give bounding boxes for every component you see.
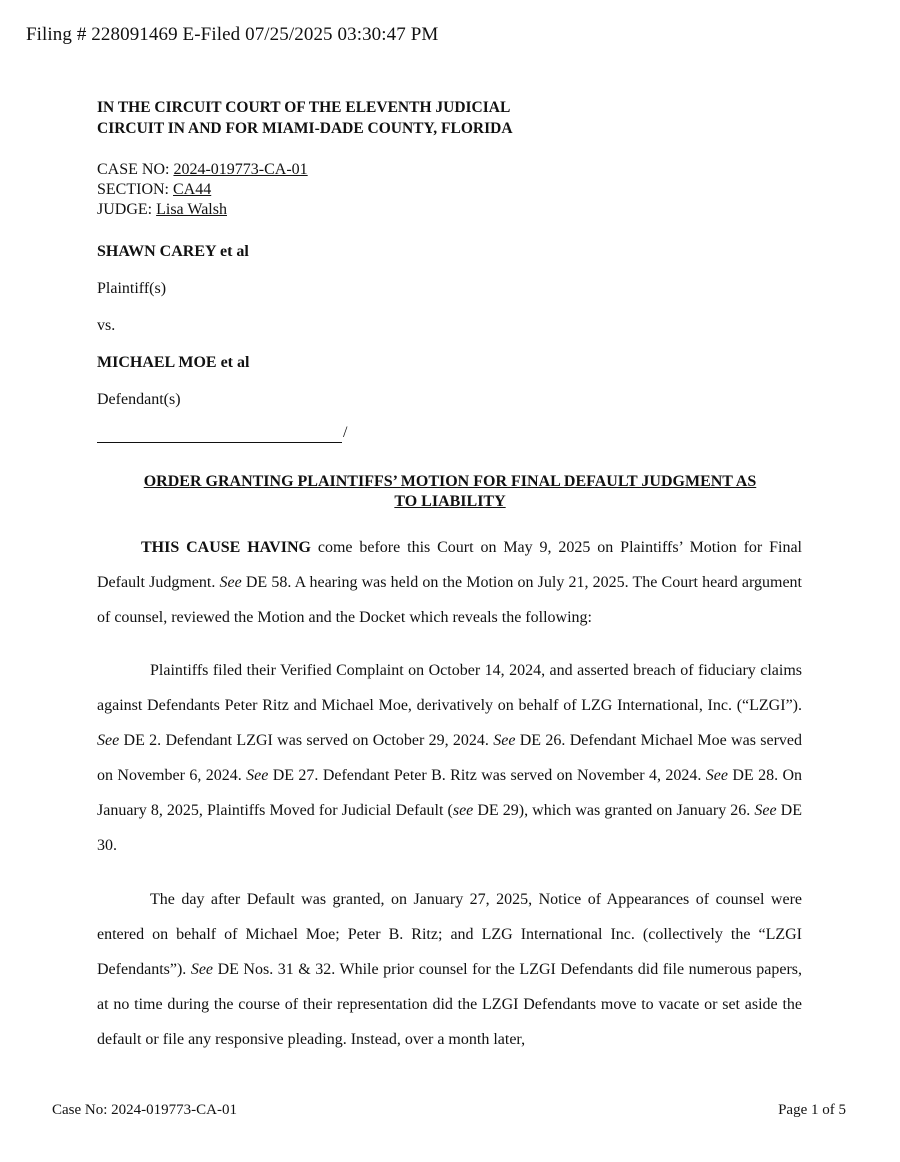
citation-signal: See <box>246 767 269 784</box>
caption-separator-line <box>97 424 342 443</box>
judge-name: Lisa Walsh <box>156 201 227 218</box>
footer-case-number: Case No: 2024-019773-CA-01 <box>52 1102 237 1118</box>
defendant-role: Defendant(s) <box>97 391 181 408</box>
case-number: 2024-019773-CA-01 <box>173 161 308 178</box>
paragraph-2-text: DE 30. <box>97 802 803 854</box>
court-heading-line-1: IN THE CIRCUIT COURT OF THE ELEVENTH JUDICIAL <box>97 99 511 116</box>
versus-label: vs. <box>97 317 116 334</box>
citation-signal: See <box>754 802 777 819</box>
order-title-line-2: TO LIABILITY <box>394 493 506 510</box>
paragraph-3 <box>97 882 802 1057</box>
order-title-line-1: ORDER GRANTING PLAINTIFFS’ MOTION FOR FINAL DEFAULT JUDGMENT AS <box>143 473 757 490</box>
citation-signal: See <box>493 732 516 749</box>
citation-signal: See <box>705 767 728 784</box>
section-label: SECTION: <box>97 181 173 198</box>
defendant-name: MICHAEL MOE et al <box>97 354 250 371</box>
case-number-label: CASE NO: <box>97 161 174 178</box>
filing-stamp: Filing # 228091469 E-Filed 07/25/2025 03:30:47 PM <box>26 24 439 45</box>
paragraph-2-text: DE 2. Defendant LZGI was served on October 29, 2024. <box>119 732 494 749</box>
court-heading <box>97 97 513 139</box>
case-number-line <box>97 160 308 180</box>
judge-line <box>97 200 308 220</box>
section-value: CA44 <box>173 181 212 198</box>
citation-signal: See <box>97 732 120 749</box>
paragraph-1-text: DE 58. A hearing was held on the Motion on July 21, 2025. The Court heard argument of counsel, reviewed the Motion and the Docket which reveals the following: <box>97 574 802 626</box>
paragraph-3-text: The day after Default was granted, on January 27, 2025, Notice of Appearances of counsel were entered on behalf of Michael Moe; Peter B. Ritz; and LZG International Inc. (collectively the “LZGI Defendants”). <box>97 891 802 978</box>
paragraph-1-lead: THIS CAUSE HAVING <box>141 539 311 556</box>
paragraph-2-text: Plaintiffs filed their Verified Complaint on October 14, 2024, and asserted breach of fiduciary claims against Defendants Peter Ritz and Michael Moe, derivatively on behalf of LZG International, Inc. (“LZGI”). <box>97 662 802 714</box>
section-line <box>97 180 308 200</box>
order-title <box>97 472 803 512</box>
paragraph-1 <box>97 530 802 635</box>
citation-signal: See <box>190 961 214 978</box>
paragraph-2-text: DE 27. Defendant Peter B. Ritz was served on November 4, 2024. <box>268 767 706 784</box>
plaintiff-name: SHAWN CAREY et al <box>97 243 249 260</box>
paragraph-1-text: come before this Court on May 9, 2025 on Plaintiffs’ Motion for Final Default Judgment. <box>97 539 803 591</box>
paragraph-2-text: DE 26. Defendant Michael Moe was served on November 6, 2024. <box>97 732 802 784</box>
citation-signal: see <box>452 802 474 819</box>
citation-signal: See <box>219 574 242 591</box>
case-info-block <box>97 160 308 220</box>
caption-separator-slash: / <box>343 424 348 441</box>
paragraph-2-text: DE 29), which was granted on January 26. <box>473 802 755 819</box>
plaintiff-role: Plaintiff(s) <box>97 280 167 297</box>
judge-label: JUDGE: <box>97 201 157 218</box>
paragraph-3-text: DE Nos. 31 & 32. While prior counsel for the LZGI Defendants did file numerous papers, at no time during the course of their representation did the LZGI Defendants move to vacate or set aside the default or file any responsive pleading. Instead, over a month later, <box>97 961 802 1048</box>
footer-page-number: Page 1 of 5 <box>778 1102 846 1118</box>
paragraph-2-text: DE 28. On January 8, 2025, Plaintiffs Moved for Judicial Default ( <box>97 767 803 819</box>
paragraph-2 <box>97 653 802 863</box>
court-heading-line-2: CIRCUIT IN AND FOR MIAMI-DADE COUNTY, FLORIDA <box>97 120 513 137</box>
